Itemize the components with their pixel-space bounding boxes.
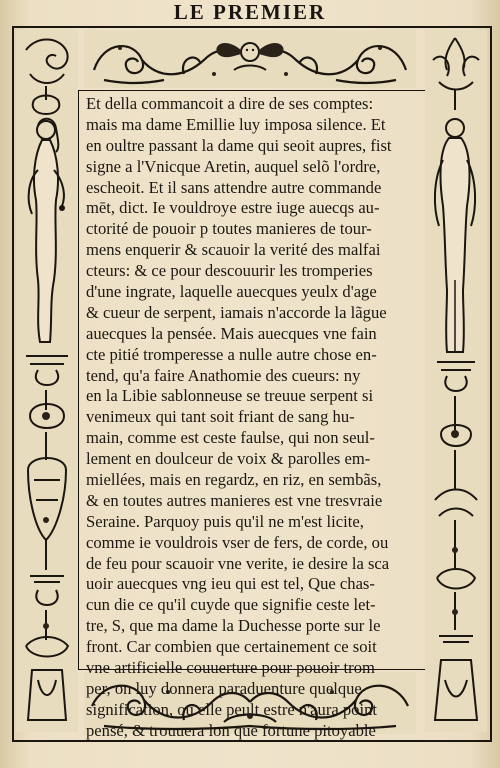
body-text	[86, 94, 424, 740]
text-line: comme ie vouldrois vser de fers, de corde, ou	[86, 532, 389, 552]
text-line: main, comme est ceste faulse, qui non seul-	[86, 428, 375, 448]
text-line: pensé, & trouuera lon que fortune pitoyable	[86, 720, 376, 740]
text-line: mens enquerir & scauoir la verité des malfai	[86, 240, 381, 260]
right-ornament	[425, 30, 487, 732]
text-line: d'une ingrate, laquelle auecques yeulx d'age	[86, 282, 377, 302]
text-line: signification, ou elle peult estre n'aura point	[86, 699, 377, 719]
text-line: vne artificielle couuerture pour pouoir trom	[86, 658, 375, 678]
text-line: mais ma dame Emillie luy imposa silence. Et	[86, 114, 386, 134]
text-line: Et della commancoit a dire de ses comptes:	[86, 94, 374, 113]
text-line: en oultre passant la dame qui seoit aupres, fist	[86, 135, 392, 155]
text-line: & cueur de serpent, iamais n'accorde la lãgue	[86, 302, 387, 322]
text-line: miellées, mais en regardz, en riz, en sembãs,	[86, 470, 382, 490]
text-line: auecques la pensée. Mais auecques vne fain	[86, 323, 377, 343]
running-head: LE PREMIER	[173, 0, 327, 24]
text-line: ctorité de pouoir p toutes manieres de tour-	[86, 219, 372, 239]
text-line: en la Libie sablonneuse se treuue serpent si	[86, 386, 374, 406]
left-ornament	[16, 30, 78, 732]
text-line: & en toutes autres manieres est vne tresvraie	[86, 490, 383, 510]
text-line: de feu pour scauoir vne verite, ie desire la sca	[86, 553, 390, 573]
text-line: mēt, dict. Ie vouldroye estre iuge auecqs au-	[86, 198, 380, 218]
text-line: tend, qu'a faire Anathomie des cueurs: ny	[86, 365, 361, 385]
text-line: escheoit. Et il sans attendre autre commande	[86, 177, 382, 197]
text-line: cun die ce qu'il cuyde que signifie ceste let-	[86, 595, 376, 615]
text-line: cte pitié tromperesse a nulle autre chose en-	[86, 344, 377, 364]
text-line: cteurs: & ce pour descouurir les tromperies	[86, 261, 373, 281]
text-line: tre, S, que ma dame la Duchesse porte sur le	[86, 616, 381, 636]
text-line: uoir auecques vng ieu qui est tel, Que chas-	[86, 574, 375, 594]
text-line: signe a l'Vnicque Aretin, auquel selõ l'ordre,	[86, 156, 381, 176]
text-line: lement en doulceur de voix & parolles em-	[86, 449, 371, 469]
text-line: venimeux qui tant soit friant de sang hu-	[86, 407, 355, 427]
text-line: front. Car combien que certainement ce soit	[86, 637, 377, 657]
text-line: per, on luy donnera paraduenture quelque	[86, 678, 362, 698]
text-line: Seraine. Parquoy puis qu'il ne m'est licite,	[86, 511, 364, 531]
top-ornament	[84, 30, 416, 88]
